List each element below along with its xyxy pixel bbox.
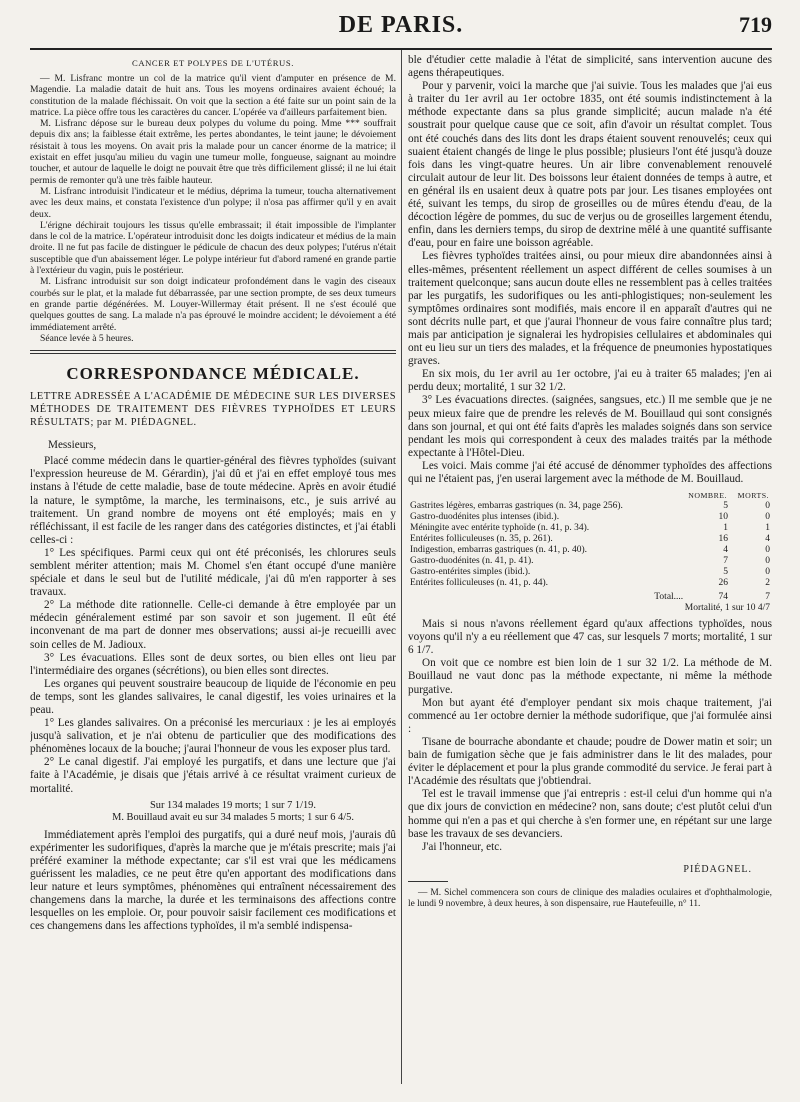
row-nombre: 5 [723, 501, 728, 512]
total-morts: 7 [765, 592, 770, 603]
paragraph: 2° Le canal digestif. J'ai employé les purgatifs, et dans une lecture que j'ai faite à l'Académie, je disais que j'étais arrivé à ce résultat vraiment curieux de mortalité. [30, 756, 396, 795]
paragraph: Les organes qui peuvent soustraire beaucoup de liquide de l'économie en peu de temps, sont les glandes salivaires, le canal digestif, les voies urinaires et la peau. [30, 677, 396, 716]
paragraph: M. Lisfranc introduisit l'indicateur et le médius, déprima la tumeur, toucha alternativement avec les deux mains, et constata l'existence d'un polype; il n'osa pas affirmer qu'il y en avait deux. [30, 185, 396, 220]
correspondance-title: CORRESPONDANCE MÉDICALE. [66, 364, 360, 384]
table-row [408, 556, 772, 567]
table-row [408, 501, 772, 512]
row-nombre: 10 [718, 512, 728, 523]
letter-body [30, 439, 396, 933]
short-rule [408, 881, 448, 882]
row-label: Méningite avec entérite typhoïde (n. 41, p. 34). [410, 523, 590, 534]
row-label: Entérites folliculeuses (n. 41, p. 44). [410, 578, 548, 589]
paragraph: 2° La méthode dite rationnelle. Celle-ci demande à être employée par un médecin généralement estimé par son savoir et son jugement. Il eût été inconvenant de ma part de donner mes observations; aussi ai-je recueilli avec soin celles de M. Jadioux. [30, 599, 396, 651]
salutation: Messieurs, [48, 439, 97, 452]
section-separator [30, 350, 396, 354]
paragraph: Immédiatement après l'emploi des purgatifs, qui a duré neuf mois, j'aurais dû expérimenter les sudorifiques, d'après la marche que je m'étais prescrite; mais j'ai préféré examiner la méthode expectante; car s'il est vrai que les médicamens guérissent les maladies, ce ne peut être qu'en apportant des modifications dans leur nature et leurs symptômes, phénomènes qui entraînent nécessairement des changemens dans la marche, la durée et les terminaisons des affections contre lesquelles on les emploie. Or, pour pouvoir saisir facilement ces modifications et ces changemens dans les affections typhoïdes, il m'a semblé indispensa- [30, 828, 396, 933]
paragraph: M. Lisfranc introduisit sur son doigt indicateur profondément dans le vagin des ciseaux courbés sur le plat, et la malade fut débarrassée, par une section prompte, de ses deux tumeurs en grande partie dégénérées. M. Louyer-Willermay était présent. Il ne s'est écoulé que quelques gouttes de sang. La malade n'a pas éprouvé le moindre accident; le dévoiement a été immédiatement arrêté. [30, 276, 396, 333]
stats-line: M. Bouillaud avait eu sur 34 malades 5 morts; 1 sur 6 4/5. [112, 812, 354, 824]
row-label: Entérites folliculeuses (n. 35, p. 261). [410, 534, 553, 545]
row-morts: 1 [765, 523, 770, 534]
paragraph: Mon but ayant été d'employer pendant six mois chaque traitement, j'ai commencé au 1er octobre dernier la méthode sudorifique, que j'ai formulée ainsi : [408, 696, 772, 735]
paragraph: En six mois, du 1er avril au 1er octobre, j'ai eu à traiter 65 malades; j'en ai perdu deux; mortalité, 1 sur 32 1/2. [408, 368, 772, 394]
signature: PIÉDAGNEL. [683, 863, 752, 875]
table-row [408, 523, 772, 534]
total-nombre: 74 [718, 592, 728, 603]
row-nombre: 16 [718, 534, 728, 545]
paragraph: Séance levée à 5 heures. [40, 332, 134, 344]
right-column [408, 54, 772, 1084]
letter-title: LETTRE ADRESSÉE A L'ACADÉMIE DE MÉDECINE SUR LES DIVERSES MÉTHODES DE TRAITEMENT DES FIÈVRES TYPHOÏDES ET LEURS RÉSULTATS; par M. PIÉDAGNEL. [30, 391, 396, 429]
row-morts: 2 [765, 578, 770, 589]
row-label: Gastro-duodénites plus intenses (ibid.). [410, 512, 560, 523]
row-label: Gastrites légères, embarras gastriques (n. 34, page 256). [410, 501, 623, 512]
table-row [408, 567, 772, 578]
mortality-stats [30, 800, 396, 825]
table-header-row [408, 490, 772, 501]
row-label: Indigestion, embarras gastriques (n. 41, p. 40). [410, 545, 588, 556]
paragraph: 3° Les évacuations directes. (saignées, sangsues, etc.) Il me semble que je ne peux mieux faire que de prendre les relevés de M. Bouillaud qui sont consignés dans son journal, et qui ont été faits d'après les malades soignés dans son service pendant les mois qui correspondent à ceux des malades traités par la méthode expectante à l'Hôtel-Dieu. [408, 394, 772, 459]
bouillaud-cases-table [408, 490, 772, 614]
table-row [408, 512, 772, 523]
table-total-row [408, 589, 772, 603]
section-heading: CANCER ET POLYPES DE L'UTÉRUS. [131, 58, 294, 68]
row-nombre: 5 [723, 567, 728, 578]
paragraph: — M. Lisfranc montre un col de la matrice qu'il vient d'amputer en présence de M. Magendie. La maladie datait de huit ans. Tous les moyens ordinaires avaient échoué; la constitution de la malade fléchissait. On voit que la section a été faite sur un point sain de la matrice. La pièce offre tous les caractères du cancer. L'opérée va d'ailleurs parfaitement bien. [30, 73, 396, 118]
total-label: Total.... [654, 592, 684, 603]
course-announcement: — M. Sichel commencera son cours de clinique des maladies oculaires et d'ophthalmologie, le lundi 9 novembre, à deux heures, à son dispensaire, rue Hautefeuille, n° 11. [408, 887, 772, 909]
paragraph: Tisane de bourrache abondante et chaude; poudre de Dower matin et soir; un bain de fumigation sèche que je fais administrer dans le lit des malades, pour éviter le déplacement et pour la plus grande commodité du service. Je ferai part à l'Académie des résultats que j'obtiendrai. [408, 735, 772, 788]
page-header [30, 8, 772, 48]
table-mortality-row [408, 603, 772, 614]
letter-continuation [408, 54, 772, 854]
row-nombre: 1 [723, 523, 728, 534]
mortality-ratio: Mortalité, 1 sur 10 4/7 [684, 603, 770, 614]
row-nombre: 4 [723, 545, 728, 556]
column-header-nombre: NOMBRE. [688, 491, 727, 501]
row-morts: 0 [765, 567, 770, 578]
paragraph: ble d'étudier cette maladie à l'état de simplicité, sans intervention aucune des agens thérapeutiques. [408, 54, 772, 80]
row-nombre: 7 [723, 556, 728, 567]
paragraph: J'ai l'honneur, etc. [422, 840, 503, 853]
row-label: Gastro-duodénites (n. 41, p. 41). [410, 556, 534, 567]
left-column [30, 54, 396, 1084]
paragraph: Pour y parvenir, voici la marche que j'ai suivie. Tous les malades que j'ai eus à traiter du 1er avril au 1er octobre 1835, ont été soumis indistinctement à la méthode expectante dans sa plus grande simplicité; aucun malade n'a été soustrait pour quelque cause que ce soit, afin d'avoir un résultat complet. Tous ont été couchés dans des lits dont les draps étaient souvent renouvelés; ceux qui suaient étaient changés de linge le plus possible; plusieurs l'ont été jusqu'à douze fois dans les vingt-quatre heures. Un air libre convenablement renouvelé circulait autour de leur lit. Des boissons leur étaient données de temps à autre, et en général ils en usaient deux à quatre pots par jour. Les tisanes employées ont été, suivant les temps, du sirop de groseilles ou de mûres étendu d'eau, de la décoction légère de pommes, du suc de verjus ou de groseilles largement étendu, enfin, dans les derniers temps, du sirop de dextrine mêlé à une quantité suffisante d'eau, pour en faire une boisson agréable. [408, 80, 772, 250]
running-title: DE PARIS. [338, 12, 464, 38]
row-morts: 0 [765, 556, 770, 567]
row-morts: 4 [765, 534, 770, 545]
row-morts: 0 [765, 501, 770, 512]
paragraph: 3° Les évacuations. Elles sont de deux sortes, ou bien elles ont lieu par l'intermédiaire des organes (sécrétions), ou bien elles sont directes. [30, 651, 396, 677]
row-label: Gastro-entérites simples (ibid.). [410, 567, 531, 578]
column-header-morts: MORTS. [737, 491, 769, 501]
table-row [408, 578, 772, 589]
academy-report [30, 73, 396, 344]
row-morts: 0 [765, 545, 770, 556]
column-divider [401, 50, 402, 1084]
paragraph: Tel est le travail immense que j'ai entrepris : est-il celui d'un homme qui n'a que dix jours de conviction en médecine? non, sans doute; c'est plutôt celui d'un homme qui n'en a pas et qui cherche à s'en former une, en répétant sur une large base les travaux de ses devanciers. [408, 788, 772, 840]
row-nombre: 26 [718, 578, 728, 589]
paragraph: Mais si nous n'avons réellement égard qu'aux affections typhoïdes, nous voyons qu'il n'y a eu réellement que 47 cas, sur lesquels 7 morts; mortalité, 1 sur 6 1/7. [408, 618, 772, 657]
table-row [408, 545, 772, 556]
page-number: 719 [739, 12, 772, 37]
paragraph: Les fièvres typhoïdes traitées ainsi, ou pour mieux dire abandonnées ainsi à elles-mêmes, présentent réellement un aspect différent de celles soumises à un traitement quelconque; sans aucun doute elles ne ressemblent pas à celles traitées par les purgatifs, les sudorifiques ou les anti-phlogistiques; non-seulement les symptômes ordinaires sont modifiés, mais encore il en apparaît d'autres qui ne sont décrits nulle part, et que j'aurai l'honneur de vous faire connaître plus tard; mais par anticipation je signalerai les hydropisies cellulaires et abdominales qui ont eu lieu sur un tiers des malades, et la fréquence de pneumonies hypostatiques graves. [408, 250, 772, 368]
paragraph: L'érigne déchirait toujours les tissus qu'elle embrassait; il était impossible de l'implanter dans le col de la matrice. L'opérateur introduisit donc les doigts indicateur et médius de la main droite. Il ne fut pas facile de distinguer le pédicule de chacun des deux polypes; l'utérus n'était susceptible que d'un abaissement léger. Le polype intérieur fut d'abord ramené en grande partie à l'extérieur du vagin, puis le postérieur. [30, 219, 396, 277]
table-header-label [408, 490, 685, 501]
paragraph: 1° Les glandes salivaires. On a préconisé les mercuriaux : je les ai employés jusqu'à salivation, et je n'ai obtenu de particulier que des modifications des phénomènes locaux de la bouche; j'aurai l'honneur de vous les exposer plus tard. [30, 717, 396, 756]
stats-line: Sur 134 malades 19 morts; 1 sur 7 1/19. [150, 799, 316, 811]
paragraph: Placé comme médecin dans le quartier-général des fièvres typhoïdes (suivant l'expression heureuse de M. Gérardin), j'ai dû et j'ai en effet employé tous mes instans à l'étude de cette maladie, base de toute médecine. Après en avoir étudié la nature, le symptôme, la marche, les terminaisons, etc., je suis arrivé au traitement. Un grand nombre de moyens ont été employés; mais en y réfléchissant, il est facile de les ranger dans des catégories distinctes, et j'ai établi celles-ci : [30, 455, 396, 546]
paragraph: 1° Les spécifiques. Parmi ceux qui ont été préconisés, les chlorures seuls semblent mériter attention; mais M. Chomel s'en étant occupé d'une manière spéciale et dans le seul but de l'utilité médicale, j'ai dû m'en rapporter à ses travaux. [30, 546, 396, 599]
paragraph: M. Lisfranc dépose sur le bureau deux polypes du volume du poing. Mme *** souffrait depuis dix ans; la faiblesse était extrême, les pertes abondantes, le teint jaune; le dévoiement résistait à tous les moyens. On avait pris la malade pour un cancer énorme de la matrice; il existait en effet jusqu'au milieu du vagin une tumeur molle, fongueuse, saignant au moindre toucher, et autour de laquelle le doigt ne pouvait être que très difficilement glissé; il ne lui était permis de remonter qu'à une très faible hauteur. [30, 118, 396, 186]
paragraph: Les voici. Mais comme j'ai été accusé de dénommer typhoïdes des affections qui ne l'étaient pas, j'en userai largement avec la méthode de M. Bouillaud. [408, 459, 772, 485]
row-morts: 0 [765, 512, 770, 523]
table-row [408, 534, 772, 545]
paragraph: On voit que ce nombre est bien loin de 1 sur 32 1/2. La méthode de M. Bouillaud ne vaut donc pas la méthode expectante, ni même la méthode purgative. [408, 657, 772, 696]
